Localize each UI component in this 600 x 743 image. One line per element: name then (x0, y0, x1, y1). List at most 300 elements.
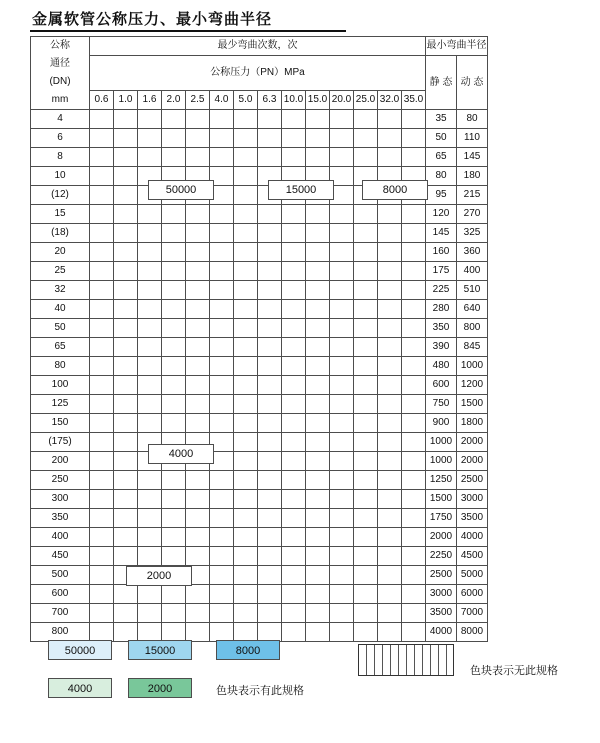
table-row (31, 566, 488, 585)
cell-pn-1.6 (138, 281, 162, 300)
cell-pn-6.3 (258, 414, 282, 433)
cell-pn-6.3 (258, 509, 282, 528)
cell-pn-5.0 (234, 547, 258, 566)
row-dynamic-radius: 4000 (457, 528, 488, 547)
cell-pn-0.6 (90, 490, 114, 509)
cell-pn-35.0 (402, 224, 426, 243)
row-static-radius: 3000 (426, 585, 457, 604)
cell-pn-25.0 (354, 528, 378, 547)
header-dn-line-3: (DN) (49, 76, 71, 87)
header-row-1 (31, 37, 488, 56)
cell-pn-2.0 (162, 490, 186, 509)
table-row (31, 509, 488, 528)
cell-pn-0.6 (90, 205, 114, 224)
table-row (31, 148, 488, 167)
cell-pn-10.0 (282, 129, 306, 148)
cell-pn-1.6 (138, 471, 162, 490)
row-dynamic-radius: 215 (457, 186, 488, 205)
cell-pn-10.0 (282, 490, 306, 509)
legend-swatch-50000: 50000 (48, 640, 112, 660)
cell-pn-0.6 (90, 604, 114, 623)
cell-pn-0.6 (90, 148, 114, 167)
cell-pn-25.0 (354, 262, 378, 281)
cell-pn-5.0 (234, 338, 258, 357)
table-row (31, 414, 488, 433)
cell-pn-32.0 (378, 262, 402, 281)
row-dynamic-radius: 1800 (457, 414, 488, 433)
row-dn-value: 6 (31, 129, 90, 148)
cell-pn-2.5 (186, 471, 210, 490)
cell-pn-25.0 (354, 452, 378, 471)
header-pn-32.0: 32.0 (378, 91, 402, 110)
table-row (31, 300, 488, 319)
legend-note-color: 色块表示有此规格 (216, 685, 304, 697)
cell-pn-5.0 (234, 224, 258, 243)
cell-pn-2.0 (162, 509, 186, 528)
cell-pn-4.0 (210, 395, 234, 414)
cell-pn-20.0 (330, 604, 354, 623)
row-static-radius: 80 (426, 167, 457, 186)
cell-pn-15.0 (306, 243, 330, 262)
row-dynamic-radius: 1500 (457, 395, 488, 414)
cell-pn-35.0 (402, 205, 426, 224)
cell-pn-5.0 (234, 566, 258, 585)
cell-pn-15.0 (306, 376, 330, 395)
cell-pn-2.5 (186, 395, 210, 414)
cell-pn-32.0 (378, 566, 402, 585)
cell-pn-0.6 (90, 167, 114, 186)
cell-pn-35.0 (402, 566, 426, 585)
cell-pn-35.0 (402, 509, 426, 528)
cell-pn-0.6 (90, 300, 114, 319)
cell-pn-20.0 (330, 395, 354, 414)
cell-pn-2.5 (186, 243, 210, 262)
cell-pn-2.0 (162, 471, 186, 490)
header-min-radius: 最小弯曲半径 (426, 37, 488, 56)
row-static-radius: 1000 (426, 452, 457, 471)
row-dynamic-radius: 845 (457, 338, 488, 357)
cell-pn-15.0 (306, 471, 330, 490)
table-row (31, 243, 488, 262)
cell-pn-15.0 (306, 623, 330, 642)
row-static-radius: 225 (426, 281, 457, 300)
row-dn-value: 100 (31, 376, 90, 395)
cell-pn-35.0 (402, 547, 426, 566)
cell-pn-4.0 (210, 471, 234, 490)
cell-pn-0.6 (90, 281, 114, 300)
cell-pn-20.0 (330, 224, 354, 243)
row-static-radius: 4000 (426, 623, 457, 642)
cell-pn-35.0 (402, 357, 426, 376)
cell-pn-5.0 (234, 205, 258, 224)
cell-pn-32.0 (378, 547, 402, 566)
cell-pn-25.0 (354, 547, 378, 566)
cell-pn-35.0 (402, 604, 426, 623)
cell-pn-4.0 (210, 566, 234, 585)
header-pn-1.6: 1.6 (138, 91, 162, 110)
cell-pn-4.0 (210, 129, 234, 148)
cell-pn-0.6 (90, 129, 114, 148)
table-row (31, 547, 488, 566)
header-static: 静 态 (426, 56, 457, 110)
cell-pn-0.6 (90, 243, 114, 262)
cell-pn-1.6 (138, 528, 162, 547)
cell-pn-25.0 (354, 566, 378, 585)
cell-pn-15.0 (306, 300, 330, 319)
row-dn-value: (175) (31, 433, 90, 452)
table-row (31, 357, 488, 376)
cell-pn-20.0 (330, 585, 354, 604)
cell-pn-6.3 (258, 566, 282, 585)
cell-pn-35.0 (402, 376, 426, 395)
cell-pn-20.0 (330, 452, 354, 471)
cell-pn-0.6 (90, 414, 114, 433)
cell-pn-2.5 (186, 110, 210, 129)
cell-pn-20.0 (330, 205, 354, 224)
row-static-radius: 120 (426, 205, 457, 224)
cell-pn-32.0 (378, 224, 402, 243)
row-dn-value: 40 (31, 300, 90, 319)
cell-pn-6.3 (258, 433, 282, 452)
row-dynamic-radius: 1200 (457, 376, 488, 395)
cell-pn-0.6 (90, 357, 114, 376)
cell-pn-6.3 (258, 547, 282, 566)
cell-pn-15.0 (306, 452, 330, 471)
cell-pn-2.0 (162, 547, 186, 566)
cell-pn-2.0 (162, 262, 186, 281)
cell-pn-5.0 (234, 433, 258, 452)
cell-pn-0.6 (90, 262, 114, 281)
cell-pn-2.5 (186, 262, 210, 281)
cell-pn-35.0 (402, 471, 426, 490)
cell-pn-4.0 (210, 604, 234, 623)
cell-pn-5.0 (234, 186, 258, 205)
table-row (31, 395, 488, 414)
cell-pn-20.0 (330, 319, 354, 338)
cell-pn-10.0 (282, 566, 306, 585)
table-row (31, 623, 488, 642)
cell-pn-5.0 (234, 395, 258, 414)
cell-pn-15.0 (306, 338, 330, 357)
header-bend-count: 最少弯曲次数，次 (90, 37, 426, 56)
cell-pn-20.0 (330, 566, 354, 585)
cell-pn-25.0 (354, 224, 378, 243)
cell-pn-2.5 (186, 509, 210, 528)
cell-pn-32.0 (378, 319, 402, 338)
cell-pn-1.0 (114, 167, 138, 186)
table-row (31, 528, 488, 547)
cell-pn-25.0 (354, 471, 378, 490)
cell-pn-32.0 (378, 395, 402, 414)
cell-pn-1.6 (138, 509, 162, 528)
cell-pn-35.0 (402, 281, 426, 300)
cell-pn-10.0 (282, 110, 306, 129)
cell-pn-6.3 (258, 528, 282, 547)
cell-pn-1.0 (114, 357, 138, 376)
header-dn-cell (31, 37, 90, 110)
cell-pn-20.0 (330, 471, 354, 490)
row-static-radius: 160 (426, 243, 457, 262)
cell-pn-4.0 (210, 148, 234, 167)
row-dynamic-radius: 270 (457, 205, 488, 224)
table-row (31, 129, 488, 148)
cell-pn-6.3 (258, 281, 282, 300)
cell-pn-32.0 (378, 433, 402, 452)
cell-pn-15.0 (306, 224, 330, 243)
legend-note-white: 色块表示无此规格 (470, 665, 558, 677)
cell-pn-2.0 (162, 300, 186, 319)
row-static-radius: 1250 (426, 471, 457, 490)
cell-pn-1.6 (138, 490, 162, 509)
cell-pn-10.0 (282, 604, 306, 623)
header-pn-2.5: 2.5 (186, 91, 210, 110)
legend-swatch-8000: 8000 (216, 640, 280, 660)
cell-pn-5.0 (234, 452, 258, 471)
cell-pn-6.3 (258, 490, 282, 509)
row-dn-value: 65 (31, 338, 90, 357)
table-row (31, 433, 488, 452)
cell-pn-15.0 (306, 319, 330, 338)
cell-pn-1.6 (138, 205, 162, 224)
row-dynamic-radius: 325 (457, 224, 488, 243)
cell-pn-5.0 (234, 262, 258, 281)
cell-pn-1.0 (114, 604, 138, 623)
header-row-2 (31, 56, 488, 91)
cell-pn-10.0 (282, 585, 306, 604)
row-dn-value: 200 (31, 452, 90, 471)
cell-pn-1.6 (138, 395, 162, 414)
row-dn-value: 300 (31, 490, 90, 509)
cell-pn-10.0 (282, 281, 306, 300)
header-pn-35.0: 35.0 (402, 91, 426, 110)
cell-pn-35.0 (402, 338, 426, 357)
row-dn-value: 400 (31, 528, 90, 547)
cell-pn-6.3 (258, 357, 282, 376)
cell-pn-0.6 (90, 319, 114, 338)
cell-pn-2.0 (162, 224, 186, 243)
cell-pn-25.0 (354, 414, 378, 433)
table-header (31, 37, 488, 110)
cell-pn-0.6 (90, 471, 114, 490)
cell-pn-1.6 (138, 319, 162, 338)
cell-pn-5.0 (234, 110, 258, 129)
cell-pn-1.0 (114, 528, 138, 547)
cell-pn-5.0 (234, 148, 258, 167)
cell-pn-15.0 (306, 129, 330, 148)
cell-pn-2.0 (162, 129, 186, 148)
cell-pn-4.0 (210, 281, 234, 300)
table-row (31, 224, 488, 243)
cell-pn-1.6 (138, 262, 162, 281)
cell-pn-35.0 (402, 433, 426, 452)
cell-pn-20.0 (330, 129, 354, 148)
cell-pn-1.0 (114, 319, 138, 338)
cell-pn-20.0 (330, 148, 354, 167)
cell-pn-15.0 (306, 110, 330, 129)
cell-pn-32.0 (378, 129, 402, 148)
table-row (31, 110, 488, 129)
row-dynamic-radius: 2000 (457, 452, 488, 471)
row-dn-value: 250 (31, 471, 90, 490)
cell-pn-10.0 (282, 376, 306, 395)
cell-pn-1.6 (138, 338, 162, 357)
cell-pn-1.0 (114, 281, 138, 300)
table-row (31, 452, 488, 471)
cell-pn-4.0 (210, 319, 234, 338)
cell-pn-2.0 (162, 338, 186, 357)
row-dynamic-radius: 510 (457, 281, 488, 300)
cell-pn-2.5 (186, 547, 210, 566)
row-dynamic-radius: 400 (457, 262, 488, 281)
cell-pn-2.5 (186, 129, 210, 148)
row-dn-value: 80 (31, 357, 90, 376)
header-pn-5.0: 5.0 (234, 91, 258, 110)
row-dynamic-radius: 110 (457, 129, 488, 148)
cell-pn-35.0 (402, 528, 426, 547)
row-dn-value: 20 (31, 243, 90, 262)
cell-pn-1.6 (138, 585, 162, 604)
cell-pn-20.0 (330, 528, 354, 547)
cell-pn-1.6 (138, 547, 162, 566)
cell-pn-1.6 (138, 110, 162, 129)
row-dynamic-radius: 2500 (457, 471, 488, 490)
header-row-pn-values (31, 91, 488, 110)
cell-pn-35.0 (402, 148, 426, 167)
table-row (31, 319, 488, 338)
row-static-radius: 175 (426, 262, 457, 281)
cell-pn-32.0 (378, 452, 402, 471)
header-pn-2.0: 2.0 (162, 91, 186, 110)
cell-pn-32.0 (378, 205, 402, 224)
cell-pn-10.0 (282, 395, 306, 414)
cell-pn-6.3 (258, 262, 282, 281)
cell-pn-20.0 (330, 338, 354, 357)
table-row (31, 604, 488, 623)
table-row (31, 262, 488, 281)
cell-pn-25.0 (354, 300, 378, 319)
cell-pn-32.0 (378, 604, 402, 623)
row-dynamic-radius: 3500 (457, 509, 488, 528)
cell-pn-1.6 (138, 148, 162, 167)
cell-pn-10.0 (282, 452, 306, 471)
cell-pn-4.0 (210, 224, 234, 243)
cell-pn-6.3 (258, 205, 282, 224)
row-dn-value: 125 (31, 395, 90, 414)
cell-pn-1.6 (138, 357, 162, 376)
cell-pn-10.0 (282, 300, 306, 319)
row-static-radius: 2250 (426, 547, 457, 566)
cell-pn-25.0 (354, 395, 378, 414)
cell-pn-1.0 (114, 300, 138, 319)
row-static-radius: 95 (426, 186, 457, 205)
cell-pn-2.5 (186, 623, 210, 642)
table-row (31, 471, 488, 490)
legend-swatch-15000: 15000 (128, 640, 192, 660)
row-dynamic-radius: 3000 (457, 490, 488, 509)
cell-pn-5.0 (234, 414, 258, 433)
cell-pn-2.0 (162, 357, 186, 376)
spec-table (30, 36, 488, 642)
cell-pn-35.0 (402, 395, 426, 414)
cell-pn-2.5 (186, 585, 210, 604)
cell-pn-2.0 (162, 281, 186, 300)
cell-pn-15.0 (306, 604, 330, 623)
cell-pn-25.0 (354, 243, 378, 262)
row-dynamic-radius: 7000 (457, 604, 488, 623)
cell-pn-10.0 (282, 205, 306, 224)
cell-pn-35.0 (402, 623, 426, 642)
cell-pn-25.0 (354, 623, 378, 642)
row-dn-value: 4 (31, 110, 90, 129)
table-row (31, 281, 488, 300)
row-dynamic-radius: 180 (457, 167, 488, 186)
cell-pn-20.0 (330, 357, 354, 376)
cell-pn-2.5 (186, 148, 210, 167)
row-dynamic-radius: 4500 (457, 547, 488, 566)
cell-pn-32.0 (378, 585, 402, 604)
cell-pn-5.0 (234, 509, 258, 528)
cell-pn-4.0 (210, 623, 234, 642)
table-row (31, 338, 488, 357)
cell-pn-1.0 (114, 395, 138, 414)
cell-pn-10.0 (282, 547, 306, 566)
cell-pn-35.0 (402, 490, 426, 509)
cell-pn-1.6 (138, 376, 162, 395)
cell-pn-1.0 (114, 129, 138, 148)
row-dynamic-radius: 640 (457, 300, 488, 319)
cell-pn-5.0 (234, 300, 258, 319)
cell-pn-25.0 (354, 110, 378, 129)
cell-pn-6.3 (258, 338, 282, 357)
cell-pn-10.0 (282, 338, 306, 357)
cell-pn-10.0 (282, 509, 306, 528)
cell-pn-35.0 (402, 129, 426, 148)
cell-pn-1.0 (114, 186, 138, 205)
cell-pn-0.6 (90, 623, 114, 642)
cell-pn-32.0 (378, 300, 402, 319)
cell-pn-2.5 (186, 604, 210, 623)
cell-pn-20.0 (330, 110, 354, 129)
cell-pn-25.0 (354, 319, 378, 338)
cell-pn-5.0 (234, 471, 258, 490)
cell-pn-1.0 (114, 547, 138, 566)
row-dynamic-radius: 800 (457, 319, 488, 338)
legend-swatch-4000: 4000 (48, 678, 112, 698)
row-static-radius: 1750 (426, 509, 457, 528)
cell-pn-0.6 (90, 547, 114, 566)
inline-label-8000: 8000 (362, 180, 428, 200)
cell-pn-4.0 (210, 490, 234, 509)
cell-pn-32.0 (378, 338, 402, 357)
cell-pn-15.0 (306, 281, 330, 300)
cell-pn-15.0 (306, 566, 330, 585)
cell-pn-1.0 (114, 452, 138, 471)
cell-pn-0.6 (90, 395, 114, 414)
cell-pn-35.0 (402, 300, 426, 319)
header-dn-line-4: mm (51, 94, 69, 105)
cell-pn-10.0 (282, 528, 306, 547)
cell-pn-1.0 (114, 376, 138, 395)
cell-pn-32.0 (378, 110, 402, 129)
cell-pn-10.0 (282, 357, 306, 376)
cell-pn-0.6 (90, 528, 114, 547)
cell-pn-2.5 (186, 376, 210, 395)
cell-pn-4.0 (210, 528, 234, 547)
cell-pn-6.3 (258, 376, 282, 395)
cell-pn-6.3 (258, 300, 282, 319)
cell-pn-4.0 (210, 205, 234, 224)
cell-pn-15.0 (306, 262, 330, 281)
